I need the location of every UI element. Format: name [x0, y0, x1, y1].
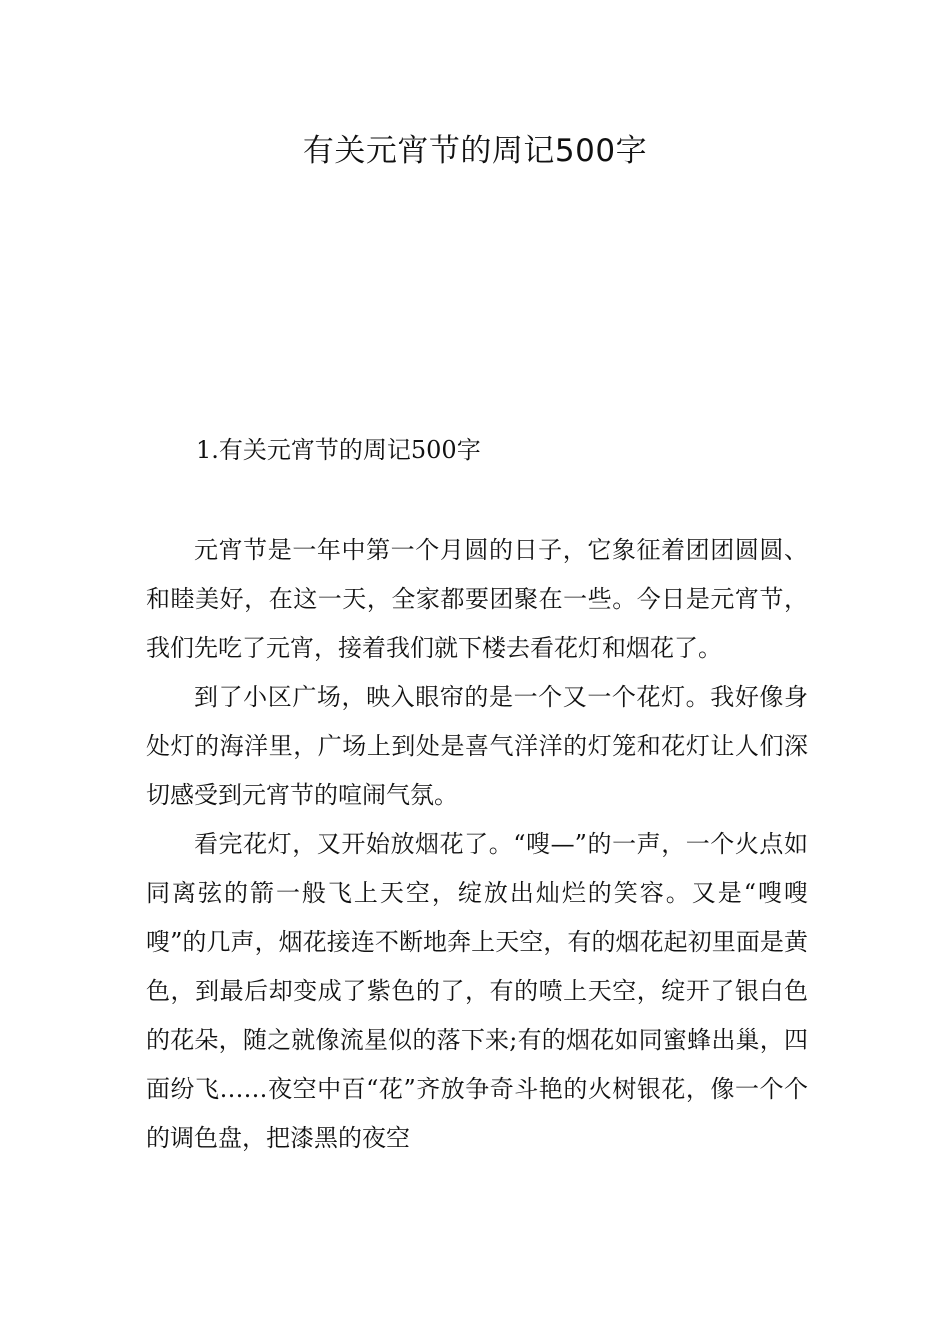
body-text — [146, 526, 808, 1163]
paragraph-2: 到了小区广场，映入眼帘的是一个又一个花灯。我好像身处灯的海洋里，广场上到处是喜气洋洋的灯笼和花灯让人们深切感受到元宵节的喧闹气氛。 — [146, 683, 808, 809]
paragraph-3: 看完花灯，又开始放烟花了。“嗖—”的一声，一个火点如同离弦的箭一般飞上天空，绽放出灿烂的笑容。又是“嗖嗖嗖”的几声，烟花接连不断地奔上天空，有的烟花起初里面是黄色，到最后却变成了紫色的了，有的喷上天空，绽开了银白色的花朵，随之就像流星似的落下来;有的烟花如同蜜蜂出巢，四面纷飞……夜空中百“花”齐放争奇斗艳的火树银花，像一个个的调色盘，把漆黑的夜空 — [146, 830, 808, 1152]
section-heading: 1.有关元宵节的周记500字 — [196, 436, 481, 464]
paragraph-1: 元宵节是一年中第一个月圆的日子，它象征着团团圆圆、和睦美好，在这一天，全家都要团聚在一些。今日是元宵节，我们先吃了元宵，接着我们就下楼去看花灯和烟花了。 — [146, 536, 808, 662]
document-title: 有关元宵节的周记500字 — [302, 133, 648, 169]
